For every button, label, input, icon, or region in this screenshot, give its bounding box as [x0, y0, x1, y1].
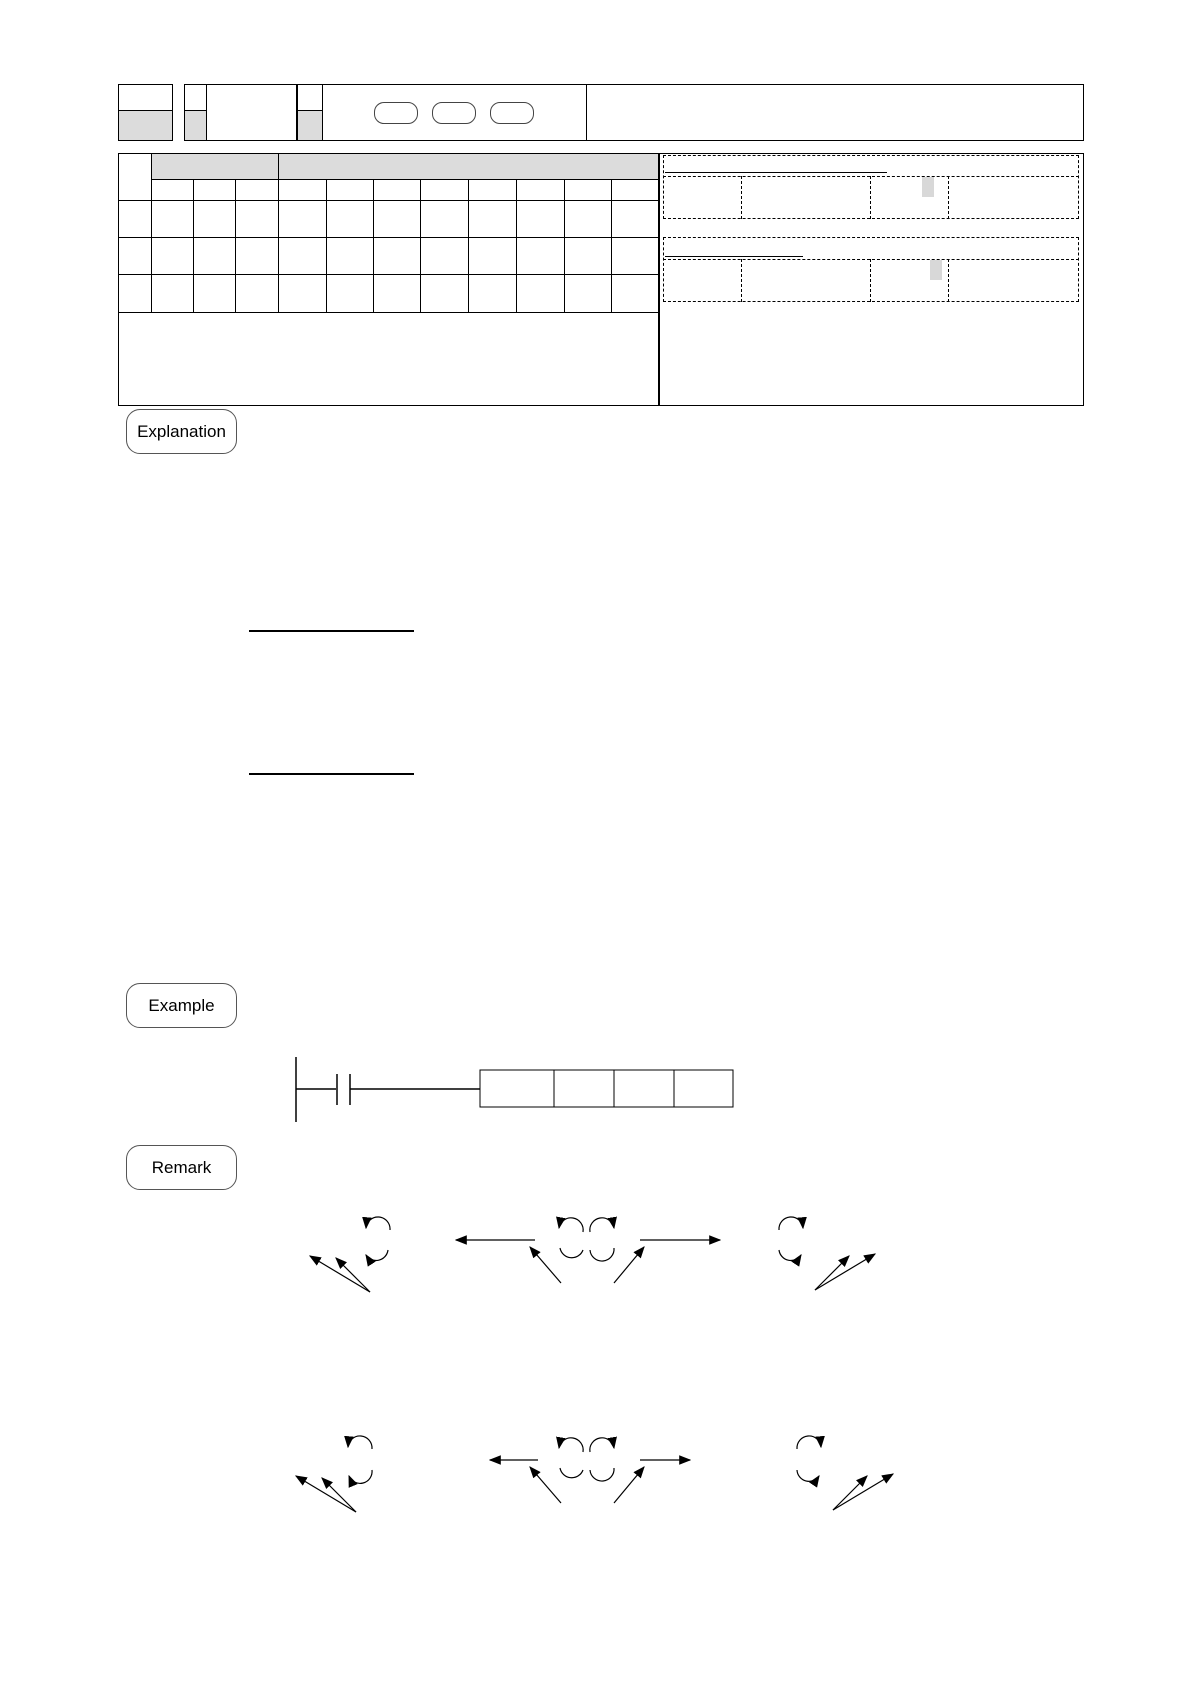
curved-arrow-icon — [560, 1468, 583, 1478]
arrow-icon — [614, 1467, 644, 1503]
arrow-icon — [530, 1467, 561, 1503]
curved-arrow-icon — [590, 1468, 614, 1481]
curved-arrow-icon — [590, 1438, 614, 1452]
example-label: Example — [126, 983, 237, 1028]
curved-arrow-icon — [366, 1250, 388, 1261]
curved-arrow-icon — [797, 1470, 819, 1481]
curved-arrow-icon — [590, 1248, 614, 1261]
arrow-icon — [614, 1247, 644, 1283]
curved-arrow-icon — [797, 1436, 821, 1449]
remark-diagram-2 — [296, 1436, 893, 1512]
curved-arrow-icon — [559, 1438, 583, 1452]
curved-arrow-icon — [779, 1217, 803, 1230]
curved-arrow-icon — [349, 1470, 372, 1483]
curved-arrow-icon — [559, 1218, 583, 1232]
remark-diagram-1 — [310, 1217, 875, 1292]
curved-arrow-icon — [590, 1218, 614, 1232]
explanation-label: Explanation — [126, 409, 237, 454]
curved-arrow-icon — [348, 1436, 372, 1449]
arrow-icon — [530, 1247, 561, 1283]
curved-arrow-icon — [779, 1250, 801, 1261]
remark-label: Remark — [126, 1145, 237, 1190]
curved-arrow-icon — [366, 1217, 390, 1230]
curved-arrow-icon — [560, 1248, 583, 1258]
